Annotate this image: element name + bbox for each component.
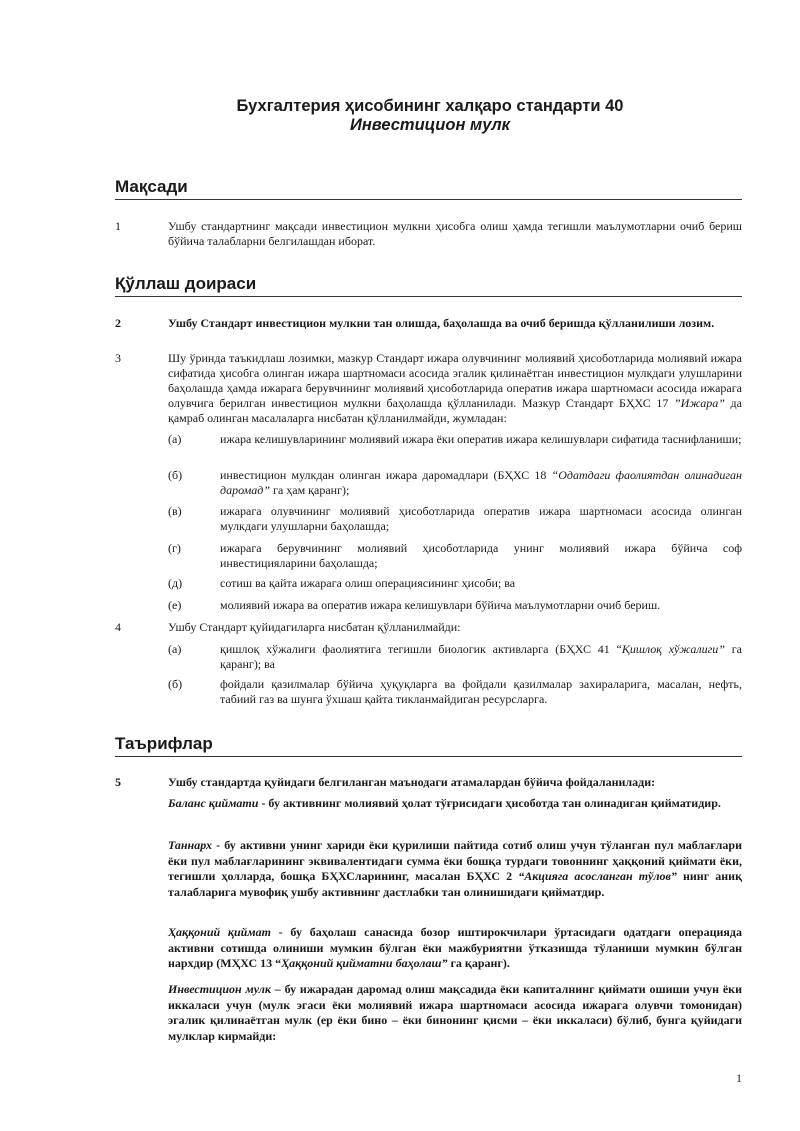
paragraph-text: Ушбу Стандарт инвестицион мулкни тан олишда, баҳолашда ва очиб беришда қўлланилиши лозим. xyxy=(168,316,715,330)
definition-text: га қаранг). xyxy=(447,956,510,970)
text-run: қишлоқ хўжалиги фаолиятига тегишли биологик активларга (БҲХС 41 “ xyxy=(220,642,622,656)
paragraph-text xyxy=(168,351,742,426)
definition-text: – бу ижарадан даромад олиш мақсадида ёки капиталнинг қиймати ошиши учун ёки иккаласи учун (мулк эгаси ёки молиявий ижара шартномаси асосида ижарага олувчи томонидан) эгалик қилинаётган мулк (ер ёки бино – ёки бинонинг қисми – ёки иккаласи) бўлиб, бунга қуйидаги мулклар кирмайди: xyxy=(168,982,743,1043)
definition-fair-value xyxy=(168,925,742,972)
paragraph-number: 2 xyxy=(115,316,121,330)
list-item-text: ижарага берувчининг молиявий ҳисоботларида унинг молиявий ижара бўйича соф инвестицияларини баҳолашда; xyxy=(220,541,742,570)
paragraph-number: 3 xyxy=(115,351,121,365)
text-run-italic: Қишлоқ хўжалиги” xyxy=(621,642,725,656)
document-title-block xyxy=(0,97,800,135)
list-item-label: (е) xyxy=(168,598,182,612)
definition-term: Баланс қиймати xyxy=(168,796,259,810)
definition-investment-property xyxy=(168,982,742,1044)
list-item-text: фойдали қазилмалар бўйича ҳуқуқларга ва фойдали қазилмалар захираларига, масалан, нефть, табиий газ ва шунга ўхшаш қайта тикланмайдиган ресурсларга. xyxy=(220,677,742,706)
paragraph-number: 4 xyxy=(115,620,121,634)
list-item-label: (д) xyxy=(168,576,183,590)
definition-carrying-amount xyxy=(168,796,742,812)
definition-text-italic: Ҳаққоний қийматни баҳолаш” xyxy=(281,956,448,970)
text-run: га ҳам қаранг); xyxy=(270,483,350,497)
list-item-label: (б) xyxy=(168,468,183,482)
list-item-text: сотиш ва қайта ижарага олиш операциясининг ҳисоби; ва xyxy=(220,576,516,590)
definition-text: нинг аниқ талабларига мувофиқ ушбу активнинг дастлабки тан олинишидаги қийматдир. xyxy=(168,869,742,899)
definition-text: - бу активнинг молиявий ҳолат тўғрисидаги ҳисоботда тан олинадиган қийматидир. xyxy=(258,796,721,810)
paragraph-number: 1 xyxy=(115,219,121,233)
document-title: Бухгалтерия ҳисобининг халқаро стандарти 40 xyxy=(236,97,624,115)
paragraph-text: Ушбу стандартда қуйидаги белгиланган маънодаги атамалардан бўйича фойдаланилади: xyxy=(168,775,656,789)
list-item-text: ижара келишувларининг молиявий ижара ёки оператив ижара келишувлари сифатида таснифланиши; xyxy=(220,432,742,446)
list-item-text xyxy=(220,642,742,672)
paragraph-number: 5 xyxy=(115,775,121,789)
text-run-italic: ”Ижара” xyxy=(673,396,725,410)
definition-term: Инвестицион мулк xyxy=(168,982,271,996)
section-heading-maqsad: Мақсади xyxy=(115,177,742,200)
document-subtitle: Инвестицион мулк xyxy=(349,116,511,134)
list-item-label: (б) xyxy=(168,677,183,691)
section-heading-definitions: Таърифлар xyxy=(115,734,742,757)
list-item-text: ижарага олувчининг молиявий ҳисоботларида оператив ижара шартномаси асосида олинган мулкдаги улушларни баҳолашда; xyxy=(220,504,742,533)
list-item-label: (в) xyxy=(168,504,182,518)
list-item-label: (а) xyxy=(168,432,182,446)
definition-text-italic: “Акцияга асосланган тўлов” xyxy=(518,869,677,883)
definition-text: - бу баҳолаш санасида бозор иштирокчилари ўртасидаги одатдаги операцияда активни сотишда олиниши мумкин бўлган ёки мажбуриятни ўтказишда тўланиши мумкин бўлган нархдир (МҲХС 13 “ xyxy=(168,925,742,970)
text-run: инвестицион мулкдан олинган ижара даромадлари (БҲХС 18 xyxy=(220,468,552,482)
section-heading-scope: Қўллаш доираси xyxy=(115,274,742,297)
list-item-label: (а) xyxy=(168,642,182,656)
paragraph-text: Ушбу стандартнинг мақсади инвестицион мулкни ҳисобга олиш ҳамда тегишли маълумотларни очиб бериш бўйича талабларни белгилашдан иборат. xyxy=(168,219,742,248)
definition-text: - бу активни унинг хариди ёки қурилиши пайтида сотиб олиш учун тўланган пул маблағлари ёки пул маблағларининг эквивалентидаги сумма ёки бошқа турдаги товоннинг ҳаққоний қиймати ёки, тегишли ҳолларда, бошқа БҲХСларининг, масалан БҲХС 2 xyxy=(168,838,742,883)
list-item-label: (г) xyxy=(168,541,181,555)
text-run: да қамраб олинган масалаларга нисбатан қўлланилмайди, жумладан: xyxy=(168,396,742,425)
text-run-italic: “Одатдаги фаолиятдан олинадиган даромад” xyxy=(220,468,743,497)
definition-cost xyxy=(168,838,742,900)
text-run: Шу ўринда таъкидлаш лозимки, мазкур Стандарт ижара олувчининг молиявий ҳисоботларида молиявий ижара сифатида ҳисобга олинган ижара шартномаси асосида эгалик қилинаётган инвестицион мулкдаги улушларини баҳолашда ҳамда ижарага берувчининг молиявий ҳисоботларида оператив ижара шартномаси асосида ижарага олувчига берилган инвестицион мулкни баҳолашда қўлланилади. Мазкур Стандарт БҲХС 17 xyxy=(168,351,742,410)
definition-term: Таннарх xyxy=(168,838,212,852)
page-number: 1 xyxy=(736,1071,742,1085)
paragraph-text: Ушбу Стандарт қуйидагиларга нисбатан қўлланилмайди: xyxy=(168,620,461,634)
list-item-text xyxy=(220,468,742,498)
text-run: га қаранг); ва xyxy=(220,642,742,671)
definition-term: Ҳаққоний қиймат xyxy=(168,925,271,939)
list-item-text: молиявий ижара ва оператив ижара келишувлари бўйича маълумотларни очиб бериш. xyxy=(220,598,661,612)
